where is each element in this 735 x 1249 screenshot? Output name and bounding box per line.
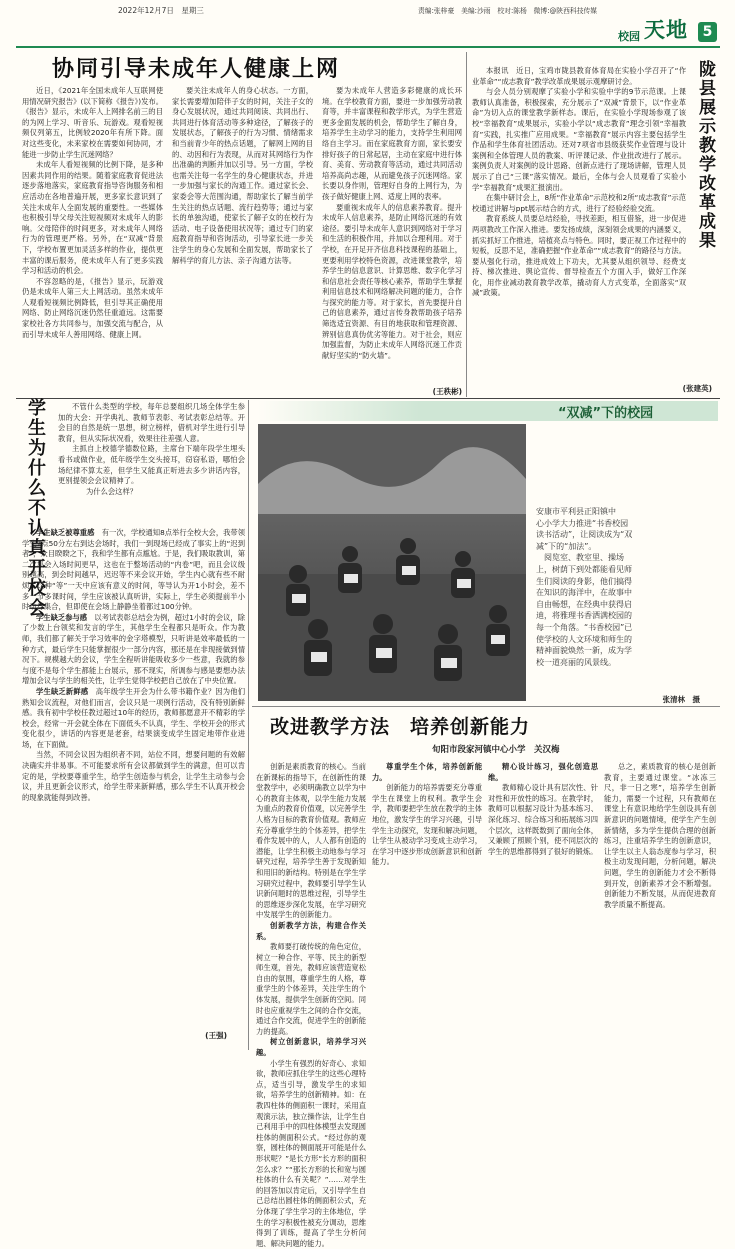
article-1-divider <box>466 52 467 397</box>
caption-line: 每一个角落。“书香校园”已 <box>536 622 633 632</box>
article-2-para: 教育系统人员要总结经验，寻找差距，相互借鉴，进一步促进两项教改工作深入推进。要发扬成绩，深刻领会成果的内涵要义，抓实抓好工作推进，培植亮点与特色。同时，要正视工作过程中的短板，反思不足，准确把握“作业革命”“成志教育”的路径与方法。要从强化行动，推进成效上下功夫，尤其要从组织领导、经费支持、梯次推进、舆论宣传、督导检查五个方面入手，做好工作深化，用作业减动教育教学改革，撬动育人方式变革，全面落实“双减”政策。 <box>472 214 686 298</box>
article-1-col-2 <box>172 86 313 396</box>
photo-section-rule <box>252 706 720 707</box>
article-4-col-4 <box>604 762 716 1060</box>
section-name: 校园 <box>618 30 640 43</box>
article-1-col-3 <box>322 86 462 386</box>
caption-line: 上，树荫下到处都能看见师 <box>536 564 632 574</box>
article-1-para: 要重视未成年人的信息素养教育。提升未成年人信息素养，是防止网络沉迷的有效途径。要引导未成年人意识到网络对于学习和生活的积极作用，并加以合理利用。对于学校，在开足开齐信息科技课程的基础上，更要利用学校特色资源，改进课堂教学，培养学生的信息意识、计算思维、数字化学习和信息社会责任等核心素养，帮助学生掌握利用信息技术和网络解决问题的能力，合作与探究的能力等。对于家长，首先要提升自己的信息素养，通过言传身教帮助孩子培养筛选适宜资源、有目的地获取和管理资源、辨别信息真伪优劣等能力。对于社会，则应加强监督，为防止未成年人网络沉迷工作贡献好坚实的“防火墙”。 <box>322 202 462 360</box>
article-2-body <box>472 66 686 382</box>
article-3-para: 主抓自上校德学德数位路，主席台下端年段学生埋头看书或做作业，低年级学生交头接耳，窃窃私语，哪怕会场纪律不算太差，但学生又能真正听进去多少讲话内容，更别提领会会议精神了。 <box>58 444 245 486</box>
article-3-text: 以考试表彰总结会为例，超过1小时的会议，除了少数上台领奖和发言的学生，其他学生全程都只是听众。作为教师，我们都了解关于学习效率的金字塔模型，只听讲是效率最低的一种方式，最后学生只能掌握很少一部分内容，那还是在非现接做到情况下。规模越大的会议，学生全程听讲能吸收多少一些意，我就的参与度不是每个学生都能上台展示，那不现实，所调参与感是要想办法增加会议与学生的相关性，让学生觉得学校把自己放在了中央位置。 <box>22 612 246 686</box>
article-4-para: 小学生有强烈的好奇心、求知欲，教师应抓住学生的这些心理特点，适当引导，激发学生的求知欲，培养学生的创新精神。如：在教四柱体的侧面积一课时，采用直观演示法，独立操作法，让学生自己利用手中的四柱体模型去发现圆柱体的侧面积公式。“经过你的观察，圆柱体的侧面展开可能是什么形状呢？”是长方形“长方形的面积怎么求？”“那长方形的长和宽与圆柱体的什么有关呢？”……对学生的回答加以肯定后，又引导学生自己总结出圆柱体的侧面积公式，充分体现了学生学习的主体地位，学生的学习积极性被充分调动，思维得到了训练，提高了学生分析问题、解决问题的能力。 <box>256 1058 366 1248</box>
article-1-para: 不容忽略的是，《报告》显示，玩游戏仍是未成年人第三大上网活动。虽然未成年人观看短视频比例降低，但引导其正确使用网络、防止网络沉迷仍然任重道远。这需要家校社各方共同参与，加强交流与配合，从而引导未成年人善用网络、健康上网。 <box>22 276 163 339</box>
article-3-title: 学生为什么不认真开校会 <box>25 398 46 618</box>
caption-line: 阅览室、教室里、操场 <box>536 553 624 563</box>
article-1-author: (王秩彬) <box>432 387 462 396</box>
caption-line: 减”下的“加法”。 <box>536 541 597 551</box>
page-number-badge <box>698 22 717 42</box>
caption-line: 生们阅读的身影，他们搞得 <box>536 576 632 586</box>
article-4-para: 教师要打破传统的角色定位，树立一种合作、平等、民主的新型师生观，首先，教师应该营造宽松自由的氛围，尊重学生的人格，尊重学生的个体差异，关注学生的个体发展，提供学生创新的空间。同时也应重视学生之间的合作交流，通过合作交流，促进学生的创新能力的提高。 <box>256 942 366 1036</box>
article-3-section-1 <box>22 528 245 613</box>
photo-banner <box>258 401 718 421</box>
article-2-author: (张建英) <box>682 384 712 393</box>
caption-line: 在知识的海洋中，在故事中 <box>536 588 632 598</box>
article-4-heading: 精心设计练习，强化创造思维。 <box>488 762 598 782</box>
article-3-text: 有一次，学校通知8点举行全校大会，我带领学生7点50分左右到达会场时，我们一到现场已经成了事实上的“迟到者”，众目睽睽之下，我和学生都有点尴尬。于是，我们吸取教训，第二次集会入场时间更早，这也在于整场活动的“内卷”吧，而且会议级别越高，到会时间越早，迟迟等不来会议开始，学生内心就有些不耐烦，这种“等”一天中应该有意义的时间，等导认为开1小时会，差不多一节多课时间，学生应该被认真听讲，实际上，学生必须提前半小时动身集合，但即使在会场上静静坐着都过100分钟。 <box>22 528 246 612</box>
article-1-para: 要关注未成年人的身心状态。一方面，家长需要增加陪伴子女的时间，关注子女的身心发展状况，通过共同阅读、共同出行、共同进行体育活动等多种途径，了解孩子的发展状态，了解孩子的行为习惯、情绪需求和当前青少年的热点话题，了解网上网的目的、动因和行为表现，从而对其网络行为作出准确的判断并加以引导。另一方面，学校也需关注每一名学生的身心健康状态，并进一步加强与家长的沟通工作。通过家长会、家委会等大范围沟通，帮助家长了解当前学生关注的热点话题、流行趋势等；通过与家长的单独沟通，使家长了解子女的在校行为活动、电子设备使用状况等；通过专门的家庭教育指导和咨询活动，引导家长进一步关注学生的身心发展和全面发展，帮助家长了解科学的育儿方法、亲子沟通方法等。 <box>172 86 313 265</box>
caption-line: 校一道亮丽的风景线。 <box>536 657 616 667</box>
article-2-para: 本报讯 近日，宝鸡市陇县教育体育局在实验小学召开了“作业革命”“成志教育”教学改革成果展示观摩研讨会。 <box>472 66 686 86</box>
article-4-para: 总之，素质教育的核心是创新教育，主要通过课堂。“冰冻三尺，非一日之寒”，培养学生创新能力，需要一个过程，只有教师在课堂上有意识地给学生创设具有创新意识的问题情境，使学生产生创新情绪，多为学生提供合理的创新练习，注重培养学生的创新意识，让学生以主人翁态度参与学习，积极主动发现问题，分析问题，解决问题，学生的创新能力才会不断得到开发，创新素养才会不断增强。创新能力不断发展，从而促进教育教学质量不断提高。 <box>604 762 716 909</box>
article-4-heading: 尊重学生个体，培养创新能力。 <box>372 762 482 782</box>
photo-caption <box>536 506 714 696</box>
article-3-heading: 学生缺乏被尊重感 <box>36 528 95 537</box>
article-3-para: 为什么会这样？ <box>86 486 138 496</box>
article-4-heading: 创新教学方法，构建合作关系。 <box>256 920 366 941</box>
article-1-para: 近日，《2021年全国未成年人互联网使用情况研究报告》(以下简称《报告》)发布。《报告》显示，未成年人上网排名前三的目的为网上学习、听音乐、玩游戏。观看短视频仅列第五，比例较2020年有所下降。面对这些变化，未来家校在需要如何协同，才能进一步防止学生沉迷网络？ <box>22 86 163 159</box>
article-2-para: 与会人员分别观摩了实验小学和实验中学的9节示范课。上课教师认真准备，积极探索，充分展示了“双减”背景下，以“作业革命”为切入点的课堂教学新样态。课后，在实验小学现场参观了该校“幸福教育”成果展示，实验小学以“成志教育”理念引领“幸福教育”实践，扎实推广应用成果。“幸福教育”展示内容主要包括学生作品和学生体育社团活动。还对7项省市县级获奖作业管理与设计案例和全体管理人员的教案、听评课记录、作业批改进行了展示。案例负责人对案例的设计思路、创新点进行了现场讲解，管理人员展示了自己“三课”落实情况。最后，全体与会人员观看了实验小学“幸福教育”成果汇报演出。 <box>472 87 686 192</box>
article-3-para: 当然，不同会议因为组织者不同，站位不同，想要问题的有效解决确实并非易事。不可能要求所有会议都做到学生的满意，但可以肯定的是，学校要尊重学生，给学生创造参与机会，让学生主动参与会议，并且更新会议形式，给学生带来新鲜感，那么学生不认真开校会的现象就能得到改善。 <box>22 750 245 802</box>
article-4-para: 教师精心设计具有层次性、针对性和开放性的练习。在教学时，教师可以根据习设计为基本练习、深化练习、综合练习和拓展练习四个层次，这样既数到了面向全体，又兼顾了照顾个别，使不同层次的学生的思维都得到了很好的锻炼。 <box>488 783 598 856</box>
caption-line: 精神面貌焕然一新，成为学 <box>536 646 632 656</box>
editor-credits: 责编:张梓豪 美编:沙雨 校对:陈杨 微博:@陕西科技传媒 <box>418 7 598 15</box>
header-rule <box>16 46 720 48</box>
photo-credit: 张清林 摄 <box>662 695 700 704</box>
article-3-section-2 <box>22 613 245 687</box>
article-3-author: (王强) <box>205 1031 227 1040</box>
article-4-para: 创新是素质教育的核心。当前在新课标的指导下，在创新性的课堂教学中，必须明确教立以学为中心的教育主体观，以学生能力发展为重点的教育价值观，以完善学生人格为目标的教育价值观。教师应充分尊重学生的个体差异，把学生看作发展中的人，人人都有创造的潜能，让学生积极主动地参与学习研究过程，培养学生善于发现新知和用旧的新结构。特别是在学生学习研究过程中，教师要引导学生认识新问题时的思维过程，引导学生的思维逐步深化发展，在学习研究中发展学生的创新能力。 <box>256 762 366 920</box>
caption-line: 读书活动”，让阅读成为“双 <box>536 530 633 540</box>
article-3-divider <box>248 400 249 1050</box>
page-header <box>0 0 735 44</box>
article-4-para: 创新能力的培养需要充分尊重学生在课堂上的权利。教学生会学，教师要把学生放在教学的主体地位，激发学生的学习兴趣，引导学生主动探究，发现和解决问题，让学生从被动学习变成主动学习，在学习中逐步形成创新意识和创新能力。 <box>372 783 482 867</box>
article-4-col-2 <box>372 762 482 1060</box>
article-4-title: 改进教学方法 培养创新能力 <box>270 716 531 738</box>
article-3-heading: 学生缺乏参与感 <box>36 612 88 622</box>
article-3-heading: 学生缺乏新鲜感 <box>36 686 89 696</box>
article-2-para: 在集中研讨会上，8所“作业革命”示范校和2所“成志教育”示范校通过讲解与ppt展示结合的方式，进行了经验经验交流。 <box>472 193 686 213</box>
article-4-col-3 <box>488 762 598 1060</box>
article-4-section-1 <box>256 921 366 942</box>
article-4-section-2 <box>256 1037 366 1058</box>
reading-photo <box>258 424 526 701</box>
article-1-para: 未成年人看短视频的比例下降，是多种因素共同作用的结果。随着家庭教育促进法逐步落地落实，家庭教育指导咨询服务和相应活动在各地普遍开展，更多家长意识到了关注未成年人全面发展的重要性。一些媒体也积极引导父母关注短视频对未成年人的影响。父母陪伴的时间更多，对未成年人网络行为的管理更严格。另外，在“双减”背景下，学校布置更加灵活多样的作业，提供更丰富的课后服务，使未成年人有了更多实践学习和活动的机会。 <box>22 160 163 276</box>
students-reading-illustration <box>258 424 526 701</box>
caption-line: 迪，将雅理书香洒满校园的 <box>536 611 632 621</box>
article-4-section-3 <box>372 762 482 783</box>
article-1-title: 协同引导未成年人健康上网 <box>52 57 341 82</box>
caption-line: 安康市平利县正阳镇中 <box>536 507 616 516</box>
article-3-section-3 <box>22 687 245 751</box>
caption-line: 使学校的人文环境和师生的 <box>536 634 632 644</box>
article-1-col-1 <box>22 86 163 396</box>
caption-line: 自由畅想，在经典中获得启 <box>536 599 632 609</box>
article-4-byline: 旬阳市段家河镇中心小学 关汉梅 <box>432 745 560 755</box>
article-3-intro <box>58 402 245 526</box>
article-4-section-4 <box>488 762 598 783</box>
article-4-col-1 <box>256 762 366 1248</box>
top-section-rule <box>16 398 720 399</box>
article-2-title: 陇县展示教学改革成果 <box>695 60 715 250</box>
article-3-para: 不管什么类型的学校，每年总要组织几场全体学生参加的大会：开学典礼、教师节表彰、考试表彰总结等。开会目的自然是统一思想，树立榜样，借机对学生进行引导教育，但从实际状况看，效果往往差强人意。 <box>58 402 245 443</box>
section-name-big: 天地 <box>644 18 688 42</box>
photo-banner-title: “双减”下的校园 <box>558 406 654 421</box>
issue-date: 2022年12月7日 星期三 <box>118 6 204 15</box>
article-3-text: 高年级学生开会为什么带书籍作业？因为他们熟知会议流程，对他们而言，会议只是一项例行活动，没有特别新鲜感。我有初中学校任教过超过10年的经历，教师都愿意开不精彩的学校会，经常一开会就全体在下面低头不认真，学生、学校开会的形式变化很少，讲话的内容更是老套，结果演变成学生固定地带作业进场，在下面做。 <box>22 686 246 749</box>
article-3-body <box>22 528 245 1026</box>
caption-line: 心小学大力推进“书香校园 <box>536 518 629 528</box>
article-4-heading: 树立创新意识，培养学习兴趣。 <box>256 1037 366 1058</box>
page-number: 5 <box>702 24 713 40</box>
article-1-para: 要为未成年人营造多彩健康的成长环境。在学校教育方面，要进一步加强劳动教育等，并丰富课程和教学形式，为学生营造更多金面发展的机会，帮助学生了解自身，培养学生主动学习的能力，支持学生利用网络自主学习。而在家庭教育方面，家长要安排好孩子的日常起居，主动在家庭中进行体育、美育、劳动教育等活动，通过共同活动培养高尚志趣，从而避免孩子沉迷网络。家长要以身作则，管理好自身的上网行为，为孩子做好健康上网、适度上网的表率。 <box>322 86 462 201</box>
